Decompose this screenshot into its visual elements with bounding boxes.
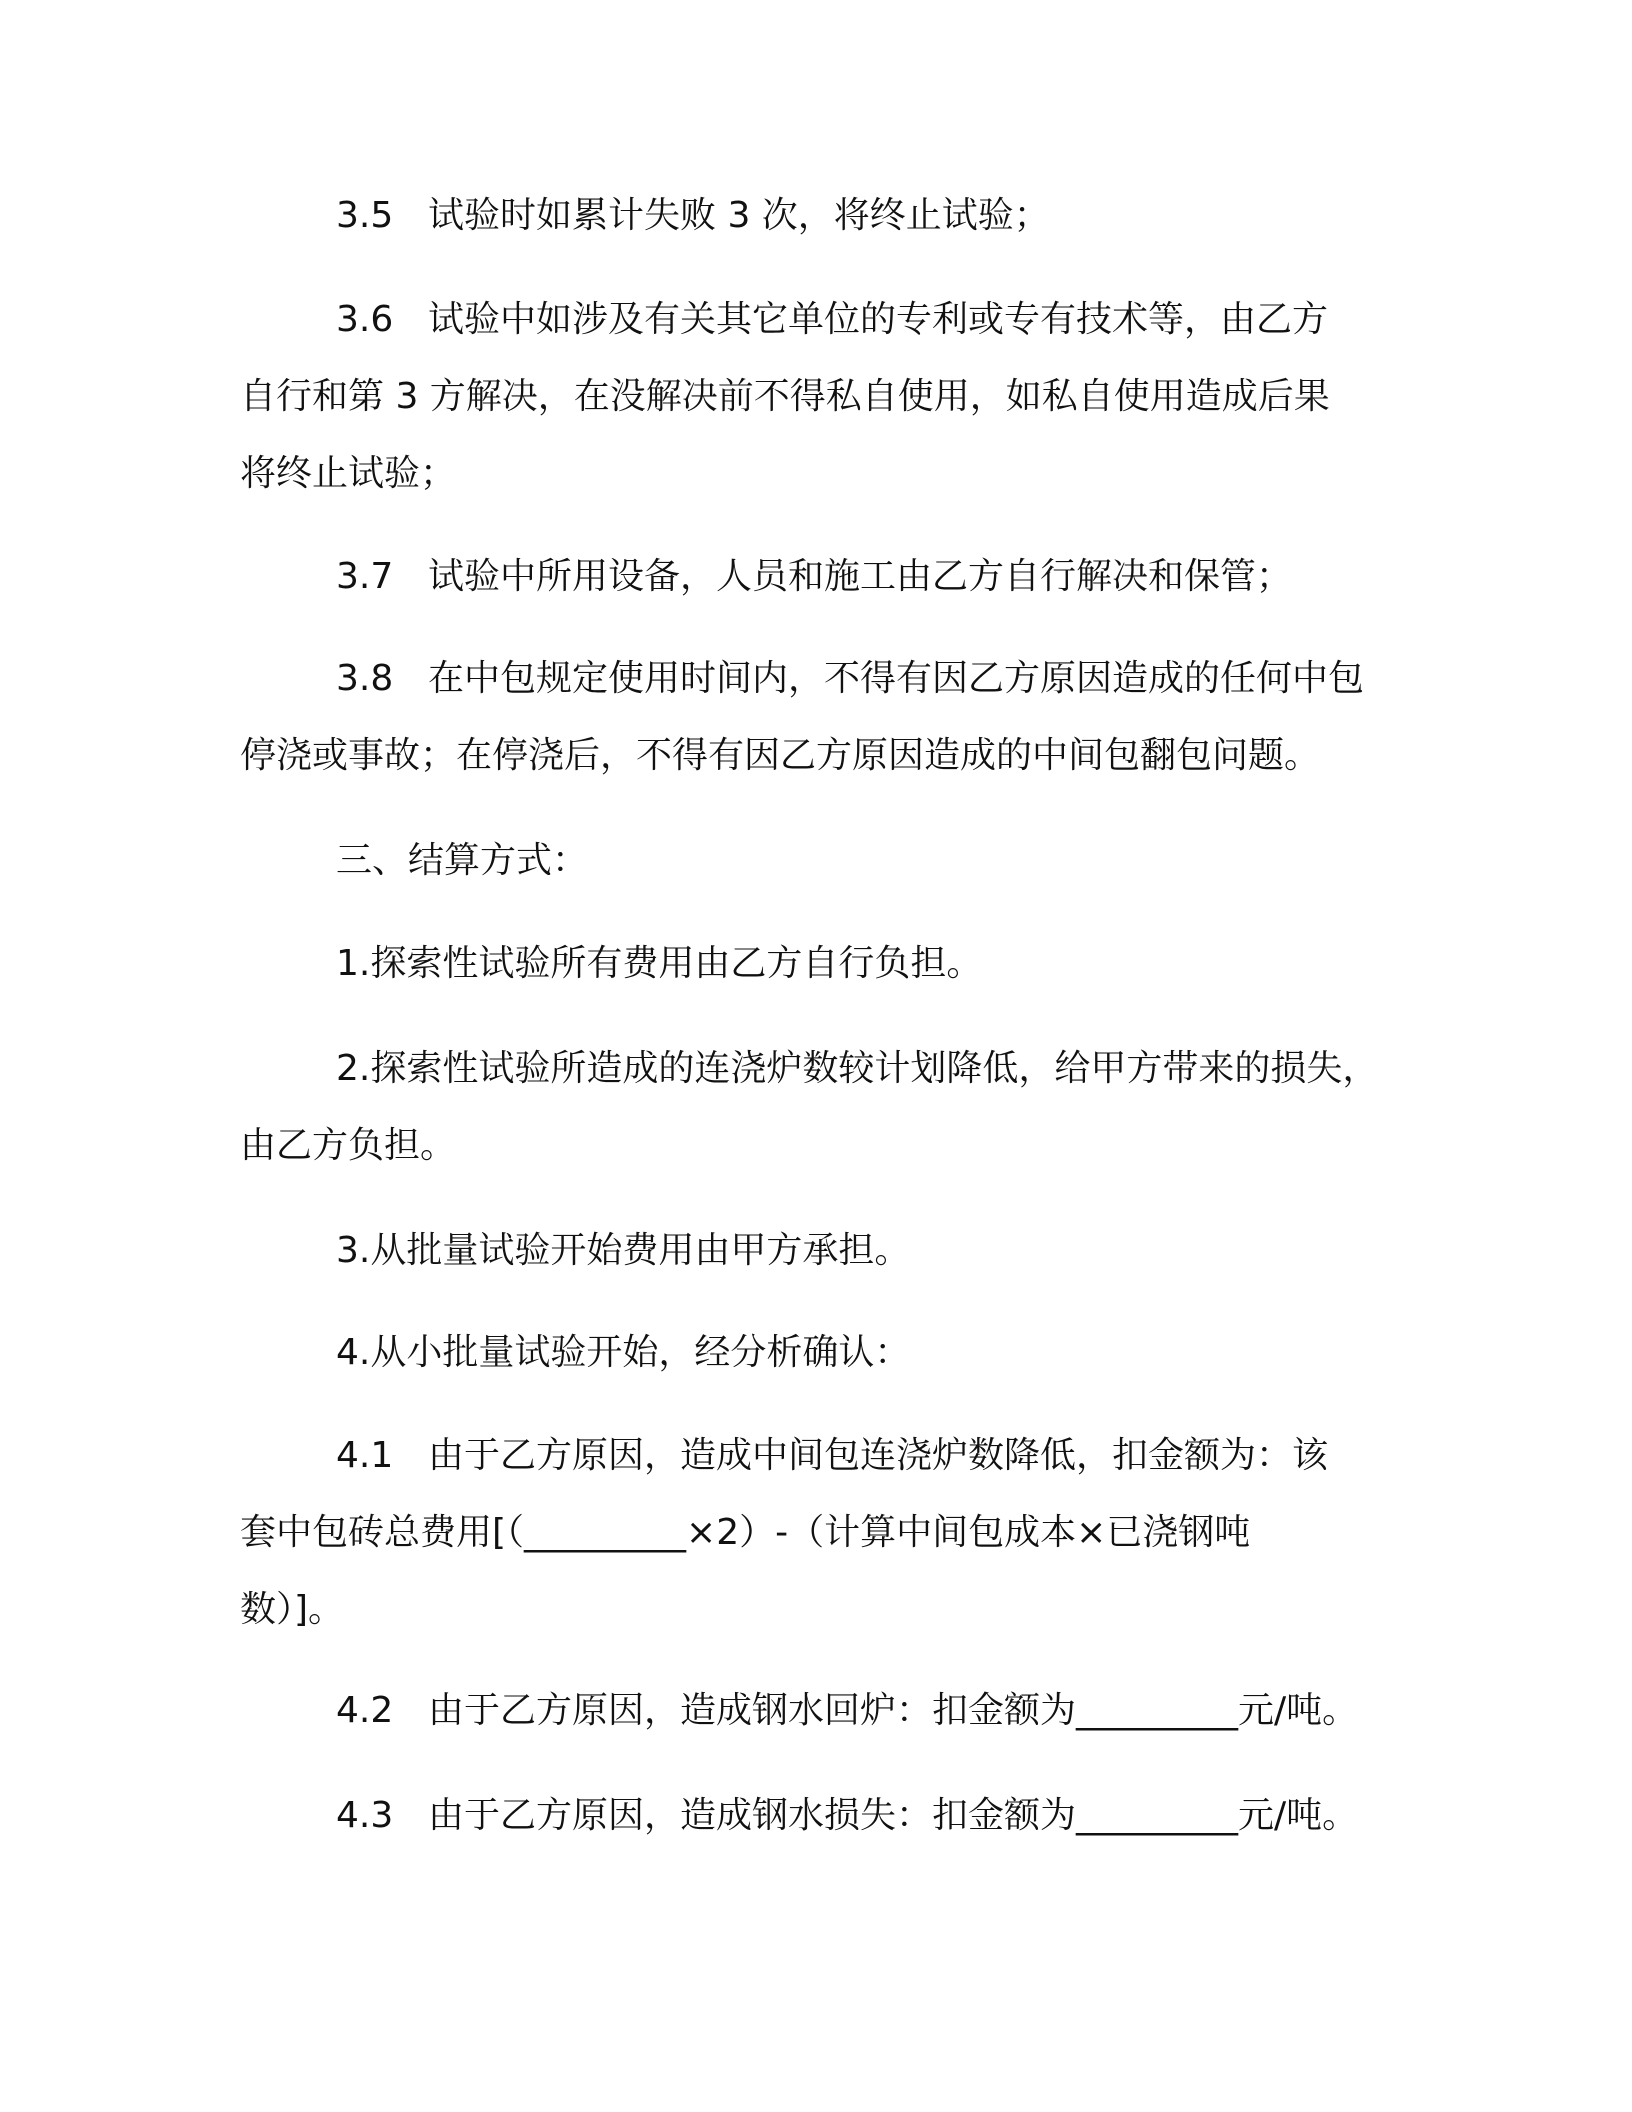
item-text: 4.从小批量试验开始，经分析确认：: [336, 1332, 911, 1373]
clause-text: 试验时如累计失败 3 次，将终止试验；: [428, 195, 1050, 236]
paragraph-item-1: [240, 925, 1400, 1002]
clause-text: 由于乙方原因，造成钢水回炉：扣金额为_________元/吨。: [428, 1690, 1359, 1731]
clause-text: 试验中所用设备，人员和施工由乙方自行解决和保管；: [428, 556, 1293, 597]
paragraph-3-6: [240, 281, 1340, 512]
item-text: 1.探索性试验所有费用由乙方自行负担。: [336, 943, 983, 984]
paragraph-item-2: [240, 1030, 1410, 1184]
section-heading-text: 三、结算方式：: [336, 840, 589, 881]
clause-number: 3.7: [336, 556, 394, 597]
clause-number: 3.6: [336, 299, 394, 340]
item-text: 2.探索性试验所造成的连浇炉数较计划降低，给甲方带来的损失，由乙方负担。: [240, 1048, 1379, 1166]
paragraph-3-5: [240, 177, 1400, 254]
paragraph-item-4: [240, 1314, 1400, 1391]
clause-text: 试验中如涉及有关其它单位的专利或专有技术等，由乙方自行和第 3 方解决，在没解决前不得私自使用，如私自使用造成后果将终止试验；: [240, 299, 1330, 494]
paragraph-4-1: [240, 1417, 1340, 1648]
clause-text: 由于乙方原因，造成钢水损失：扣金额为_________元/吨。: [428, 1795, 1359, 1836]
item-text: 3.从批量试验开始费用由甲方承担。: [336, 1230, 911, 1271]
clause-number: 4.3: [336, 1795, 394, 1836]
paragraph-4-3: [240, 1777, 1400, 1854]
paragraph-4-2: [240, 1672, 1400, 1749]
clause-text: 在中包规定使用时间内，不得有因乙方原因造成的任何中包停浇或事故；在停浇后，不得有因乙方原因造成的中间包翻包问题。: [240, 658, 1365, 776]
clause-number: 3.8: [336, 658, 394, 699]
clause-number: 4.1: [336, 1435, 394, 1476]
paragraph-item-3: [240, 1212, 1400, 1289]
paragraph-3-7: [240, 538, 1400, 615]
clause-text: 由于乙方原因，造成中间包连浇炉数降低，扣金额为：该套中包砖总费用[（_________×2）-（计算中间包成本×已浇钢吨数）]。: [240, 1435, 1329, 1630]
clause-number: 4.2: [336, 1690, 394, 1731]
clause-number: 3.5: [336, 195, 394, 236]
section-heading-settlement: [240, 822, 1400, 899]
paragraph-3-8: [240, 640, 1390, 794]
